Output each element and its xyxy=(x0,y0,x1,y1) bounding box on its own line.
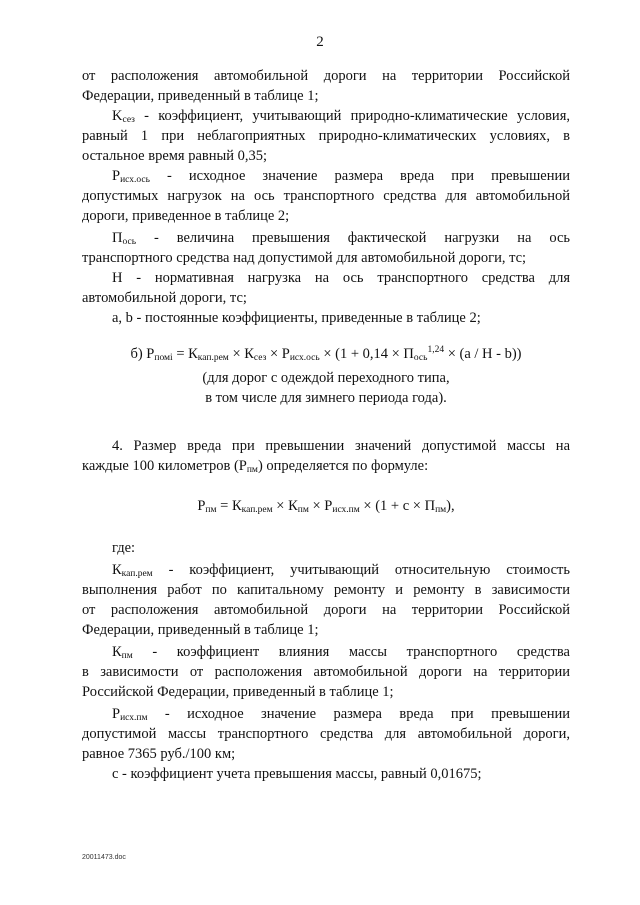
paragraph-line: равное 7365 руб./100 км; xyxy=(82,746,236,762)
definition-text: - исходное значение размера вреда при превышении xyxy=(149,168,570,184)
paragraph-line: Российской Федерации, приведенный в таблице 1; xyxy=(82,684,394,700)
symbol: К xyxy=(112,644,122,660)
symbol-subscript: кап.рем xyxy=(121,569,153,579)
definition-c: с - коэффициент учета превышения массы, равный 0,01675; xyxy=(112,766,482,782)
formula-subscript: кап.рем xyxy=(241,505,273,515)
symbol-subscript: пм xyxy=(121,651,133,661)
paragraph-line: автомобильной дороги, тс; xyxy=(82,290,247,306)
paragraph-line: дороги, приведенное в таблице 2; xyxy=(82,208,290,224)
formula-subscript: исх.пм xyxy=(332,505,360,515)
formula-subscript: помі xyxy=(154,353,173,363)
definition-r-isx-pm xyxy=(82,704,570,724)
definition-text: - величина превышения фактической нагрузки на ось xyxy=(136,230,570,246)
symbol: K xyxy=(112,108,123,124)
formula-subscript: ось xyxy=(413,353,428,363)
definition-text: - коэффициент, учитывающий природно-климатические условия, xyxy=(134,108,570,124)
formula-subscript: сез xyxy=(253,353,267,363)
symbol-subscript: пм xyxy=(246,465,258,475)
definition-h: Н - нормативная нагрузка на ось транспортного средства для xyxy=(112,270,570,286)
paragraph-line: Федерации, приведенный в таблице 1; xyxy=(82,622,319,638)
definition-text: - исходное значение размера вреда при превышении xyxy=(147,706,570,722)
paragraph-line: равный 1 при неблагоприятных природно-климатических условиях, в xyxy=(82,128,570,144)
paragraph-line: допустимых нагрузок на ось транспортного средства для автомобильной xyxy=(82,188,570,204)
text: ) определяется по формуле: xyxy=(257,458,429,474)
footer-filename: 20011473.doc xyxy=(82,854,126,861)
paragraph-line: от расположения автомобильной дороги на территории Российской xyxy=(82,602,570,618)
paragraph-line: от расположения автомобильной дороги на территории Российской xyxy=(82,68,570,84)
definition-a-b: a, b - постоянные коэффициенты, приведенные в таблице 2; xyxy=(112,310,481,326)
definition-k-kap-rem xyxy=(82,560,570,580)
formula-note: в том числе для зимнего периода года). xyxy=(205,390,447,406)
where-label: где: xyxy=(112,540,136,556)
formula-subscript: кап.рем xyxy=(197,353,229,363)
formula-subscript: пм xyxy=(297,505,309,515)
formula-subscript: исх.ось xyxy=(289,353,320,363)
symbol-subscript: исх.ось xyxy=(120,175,150,185)
paragraph-line: выполнения работ по капитальному ремонту и ремонту в зависимости xyxy=(82,582,570,598)
paragraph-line: Федерации, приведенный в таблице 1; xyxy=(82,88,319,104)
document-body xyxy=(82,66,570,784)
formula-text: = К xyxy=(172,346,198,362)
section-4-intro: 4. Размер вреда при превышении значений допустимой массы на xyxy=(112,438,570,454)
symbol: К xyxy=(112,562,122,578)
paragraph-line: транспортного средства над допустимой для автомобильной дороги, тс; xyxy=(82,250,527,266)
definition-r-isx-os xyxy=(82,166,570,186)
formula-superscript: 1,24 xyxy=(427,345,445,355)
symbol-subscript: ось xyxy=(122,237,137,247)
formula-text: × К xyxy=(228,346,254,362)
symbol: П xyxy=(112,230,123,246)
paragraph-line: допустимой массы транспортного средства для автомобильной дороги, xyxy=(82,726,570,742)
formula-text: ), xyxy=(446,498,455,514)
symbol-subscript: сез xyxy=(122,115,135,125)
symbol-subscript: исх.пм xyxy=(120,713,148,723)
formula-text: × (1 + с × П xyxy=(359,498,436,514)
formula-text: × (1 + 0,14 × П xyxy=(319,346,414,362)
page-number: 2 xyxy=(316,34,324,50)
formula-text: × К xyxy=(272,498,298,514)
formula-subscript: пм xyxy=(205,505,217,515)
formula-text: × (a / H - b)) xyxy=(444,346,522,362)
definition-p-os xyxy=(82,228,570,248)
definition-k-sez xyxy=(82,106,570,126)
symbol: Р xyxy=(112,706,121,722)
formula-text: = К xyxy=(216,498,242,514)
paragraph-line: в зависимости от расположения автомобильной дороги на территории xyxy=(82,664,570,680)
formula-text: × Р xyxy=(308,498,333,514)
paragraph-line: остальное время равный 0,35; xyxy=(82,148,268,164)
formula-text: × Р xyxy=(266,346,290,362)
formula-text: б) Р xyxy=(130,346,155,362)
formula-subscript: пм xyxy=(435,505,447,515)
symbol: Р xyxy=(112,168,121,184)
paragraph-line xyxy=(82,456,570,476)
formula-text: Р xyxy=(197,498,206,514)
definition-text: - коэффициент, учитывающий относительную стоимость xyxy=(152,562,570,578)
definition-k-pm xyxy=(82,642,570,662)
formula-4 xyxy=(82,496,570,516)
text: каждые 100 километров (Р xyxy=(82,458,247,474)
formula-note: (для дорог с одеждой переходного типа, xyxy=(202,370,450,386)
definition-text: - коэффициент влияния массы транспортного средства xyxy=(132,644,570,660)
formula-b xyxy=(82,344,570,364)
